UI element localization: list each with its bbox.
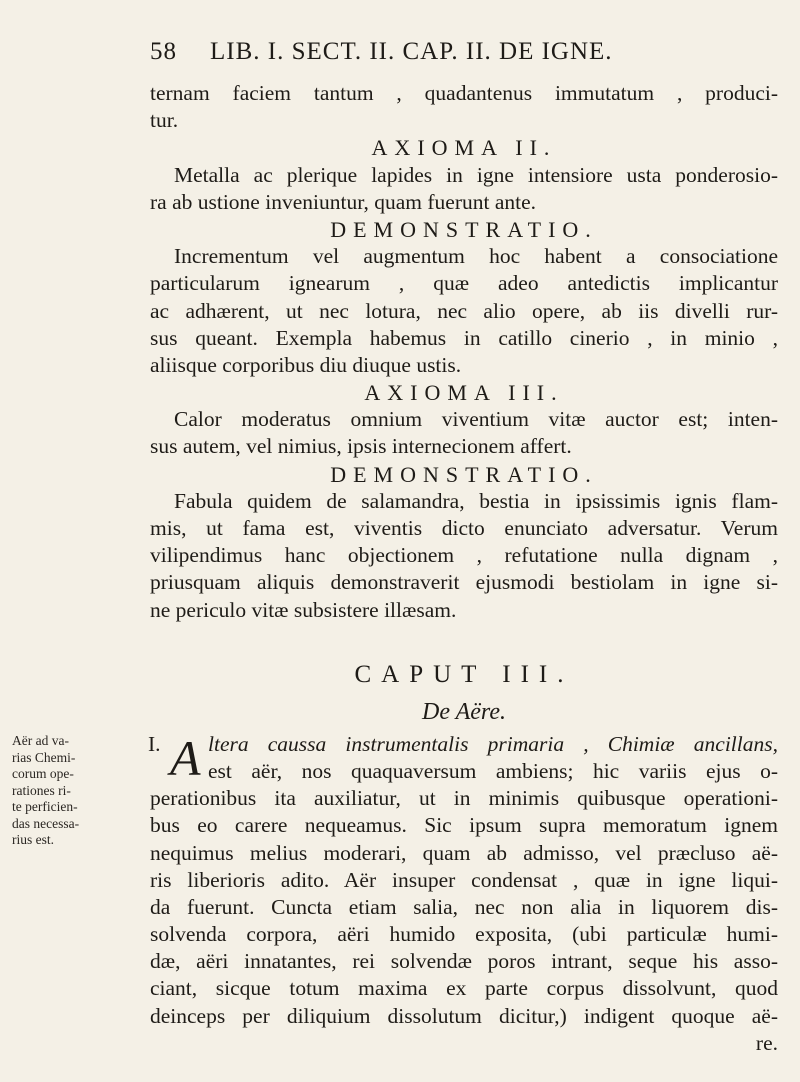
text-line: mis, ut fama est, viventis dicto enunciato adversatur. Verum <box>150 516 778 540</box>
text-line: aliisque corporibus diu diuque ustis. <box>150 352 462 377</box>
text-line: da fuerunt. Cuncta etiam salia, nec non alia in liquorem dis- <box>150 894 778 919</box>
spacer <box>150 624 778 657</box>
text-line: Incrementum vel augmentum hoc habent a consociatione <box>174 244 778 269</box>
chapter-heading: CAPUT III. <box>354 660 574 688</box>
text-line: Calor moderatus omnium viventium vitæ auctor est; inten- <box>174 407 778 432</box>
text-line: sus autem, vel nimius, ipsis internecionem affert. <box>150 434 572 459</box>
text-line: ternam faciem tantum , quadantenus immutatum , produci- <box>150 81 778 105</box>
text-line: est aër, nos quaquaversum ambiens; hic variis ejus o- <box>208 758 778 783</box>
text-line: sus queant. Exempla habemus in catillo cinerio , in minio , <box>150 325 778 350</box>
margin-note-line: rius est. <box>12 832 54 847</box>
text-line: ac adhærent, ut nec lotura, nec alio opere, ab iis divelli rur- <box>150 298 778 323</box>
axioma-heading: AXIOMA II. <box>371 135 557 161</box>
text-line: nequimus melius moderari, quam ab admisso, vel præcluso aë- <box>150 840 778 865</box>
text-line: deinceps per diliquium dissolutum dicitur,) indigent quoque aë- <box>150 1003 778 1028</box>
margin-note-line: te perficien- <box>12 799 78 814</box>
text-line: tur. <box>150 108 179 133</box>
text-line: vilipendimus hanc objectionem , refutatione nulla dignam , <box>150 543 778 568</box>
margin-note-line: rias Chemi- <box>12 749 76 765</box>
section-number: I. <box>148 731 161 756</box>
main-text <box>150 80 778 1057</box>
chapter-subtitle: De Aëre. <box>422 698 506 725</box>
marginal-note <box>12 733 94 849</box>
text-line: bus eo carere nequeamus. Sic ipsum supra memoratum ignem <box>150 813 778 838</box>
text-line: ltera caussa instrumentalis primaria , Chimiæ ancillans, <box>208 731 778 756</box>
margin-note-line: rationes ri- <box>12 782 71 798</box>
drop-capital: A <box>170 729 201 786</box>
text-line: dæ, aëri innatantes, rei solvendæ poros intrant, seque his asso- <box>150 949 778 974</box>
demonstratio-heading: DEMONSTRATIO. <box>330 216 598 242</box>
margin-note-line: Aër ad va- <box>12 733 69 748</box>
text-line: ciant, sicque totum maxima ex parte corpus dissolvunt, quod <box>150 976 778 1001</box>
axioma-heading: AXIOMA III. <box>364 380 564 406</box>
text-line: priusquam aliquis demonstraverit ejusmodi bestiolam in igne si- <box>150 570 778 595</box>
text-line: Fabula quidem de salamandra, bestia in ipsissimis ignis flam- <box>174 488 778 513</box>
text-line: ne periculo vitæ subsistere illæsam. <box>150 597 457 622</box>
margin-note-line: das necessa- <box>12 815 80 831</box>
demonstratio-heading: DEMONSTRATIO. <box>330 461 598 487</box>
text-line: perationibus ita auxiliatur, ut in minimis quibusque operationi- <box>150 786 778 811</box>
margin-note-line: corum ope- <box>12 766 74 781</box>
text-line: re. <box>755 1030 778 1055</box>
page-number: 58 <box>150 38 177 65</box>
text-line: Metalla ac plerique lapides in igne intensiore usta ponderosio- <box>174 162 778 187</box>
running-title: LIB. I. SECT. II. CAP. II. DE IGNE. <box>210 38 613 65</box>
text-line: ris liberioris adito. Aër insuper condensat , quæ in igne liqui- <box>150 867 778 892</box>
text-line: ra ab ustione inveniuntur, quam fuerunt ante. <box>150 189 537 214</box>
text-line: particularum ignearum , quæ adeo antedictis implicantur <box>150 271 778 296</box>
text-line: solvenda corpora, aëri humido exposita, (ubi particulæ humi- <box>150 922 778 947</box>
section-opening <box>150 731 778 785</box>
